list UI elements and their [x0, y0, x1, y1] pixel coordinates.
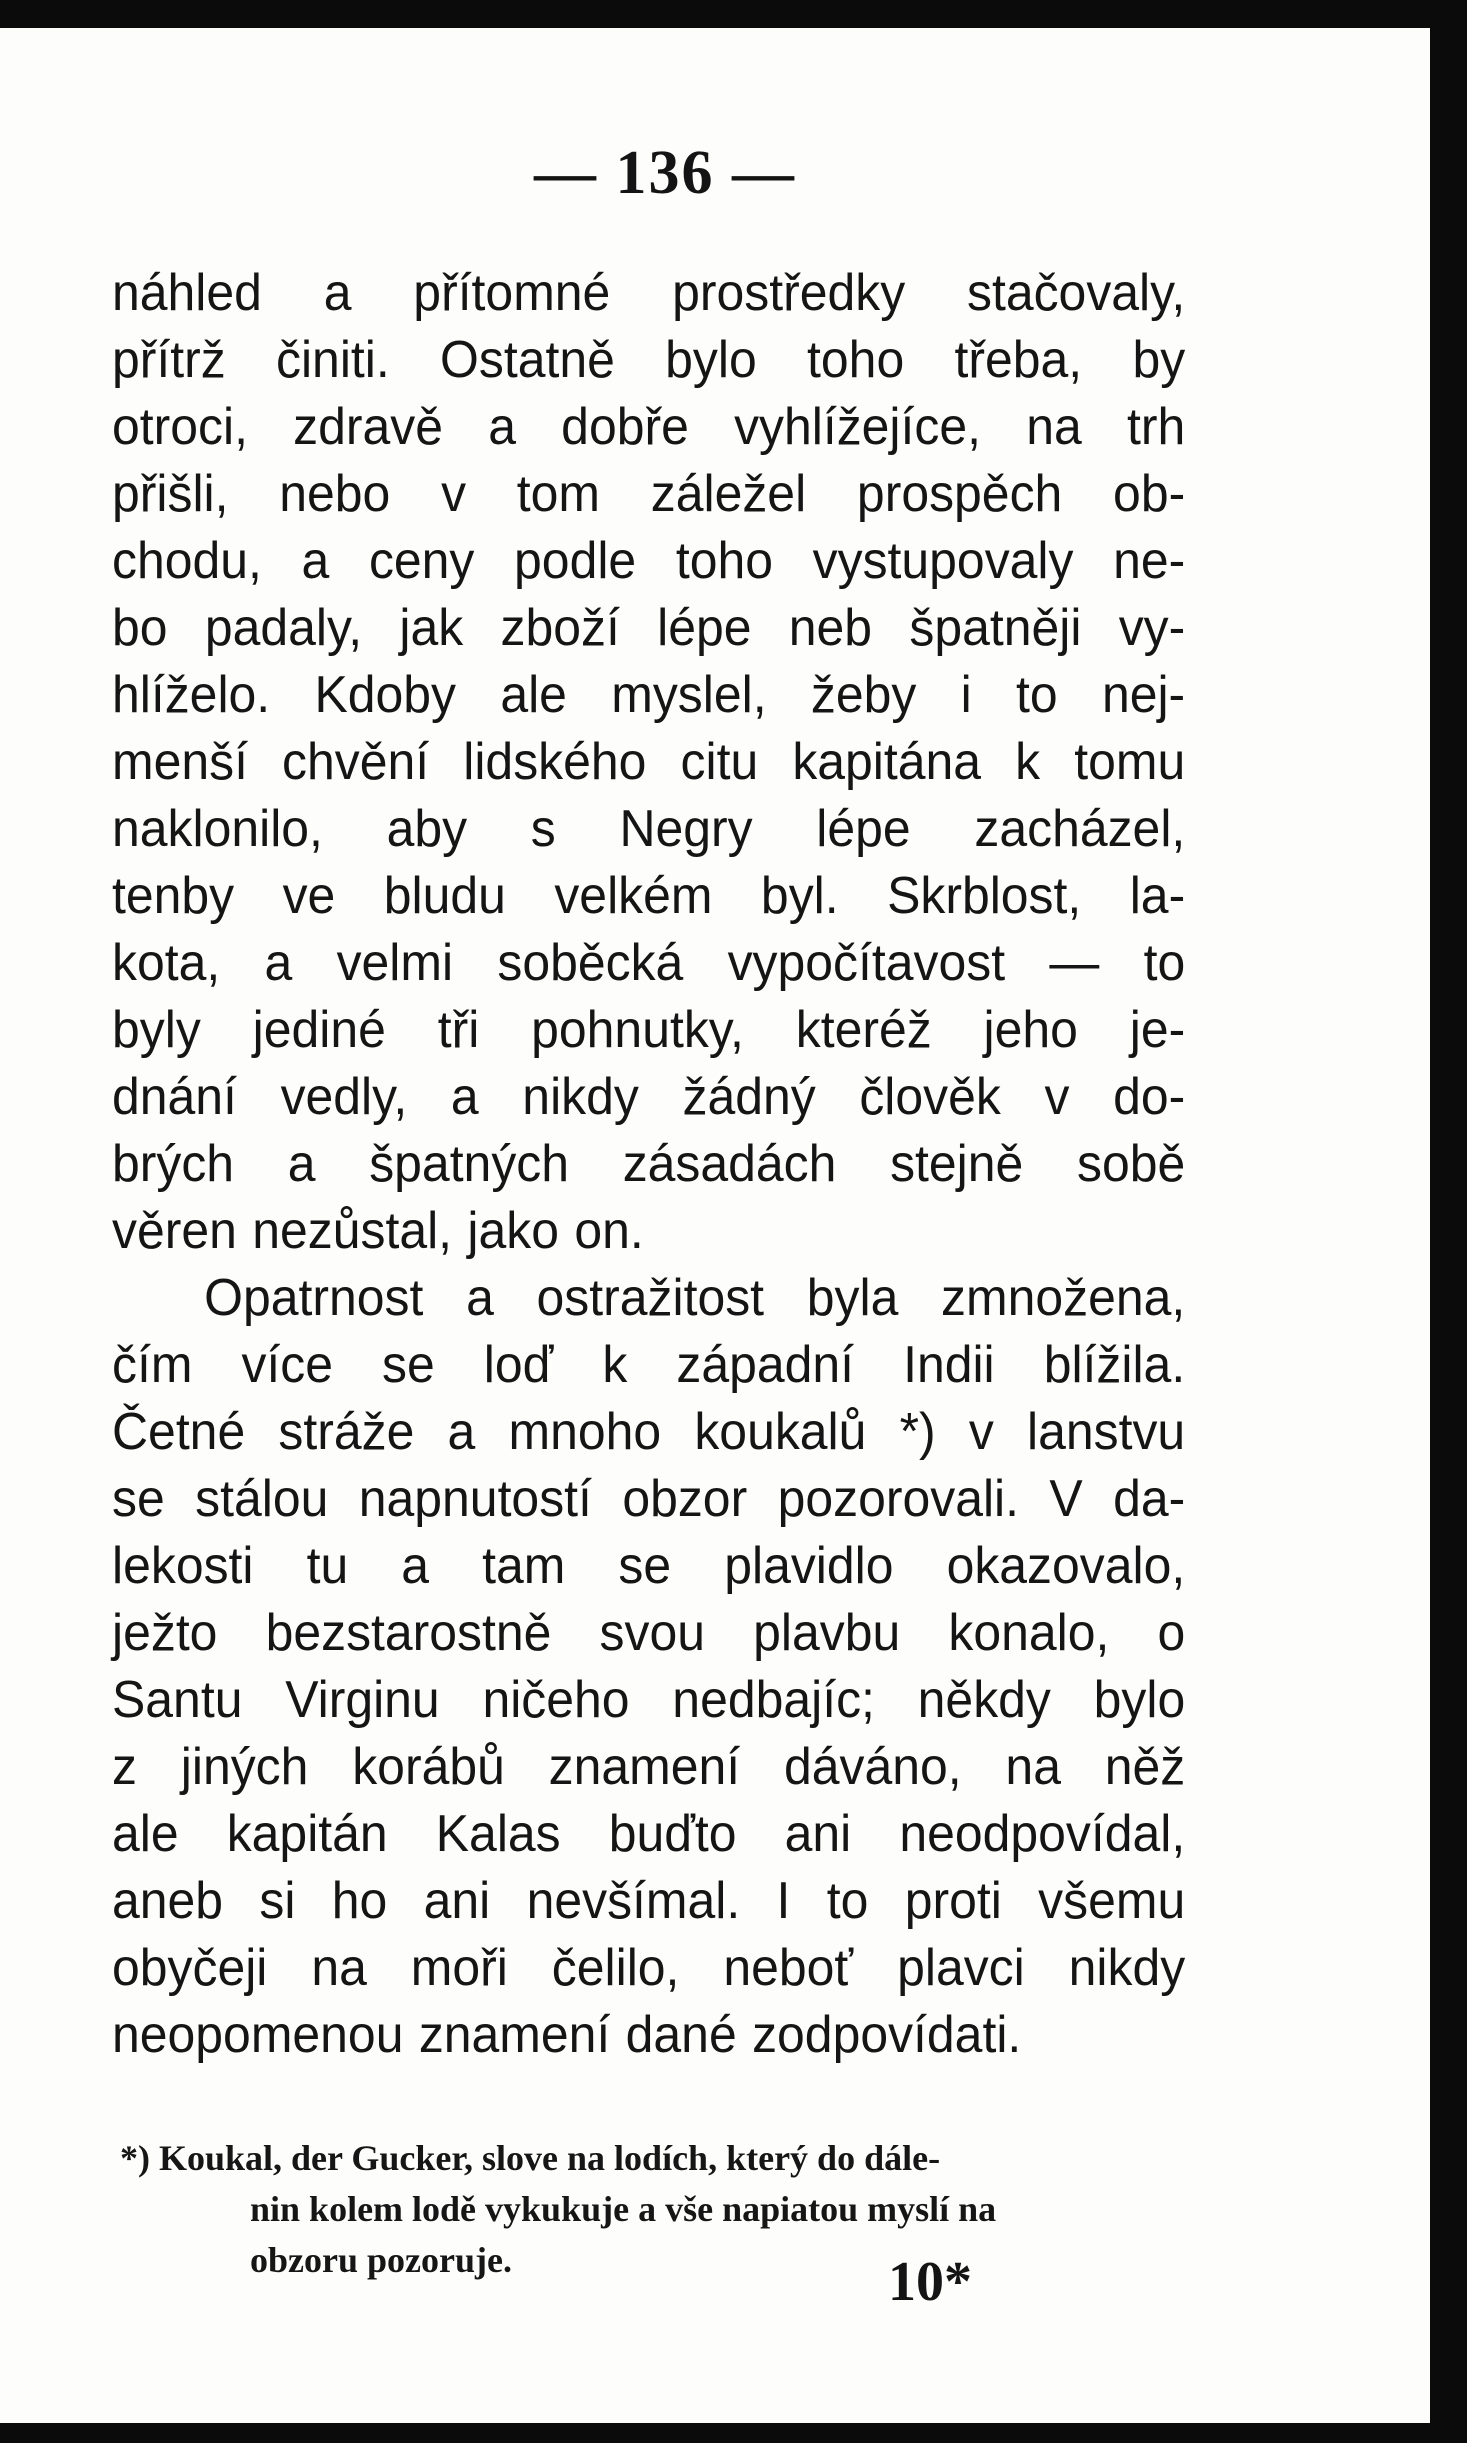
text-line: otroci, zdravě a dobře vyhlížejíce, na trh	[112, 398, 1186, 456]
text-line: menší chvění lidského citu kapitána k tomu	[112, 733, 1186, 791]
text-line: Četné stráže a mnoho koukalů *) v lanstvu	[112, 1403, 1186, 1461]
text-line: hlíželo. Kdoby ale myslel, žeby i to nej-	[112, 666, 1186, 724]
page-number: — 136 —	[534, 139, 796, 207]
text-line: tenby ve bludu velkém byl. Skrblost, la-	[112, 867, 1186, 925]
footnote-line: *) Koukal, der Gucker, slove na lodích, který do dále-	[120, 2138, 941, 2178]
text-line: ježto bezstarostně svou plavbu konalo, o	[112, 1604, 1186, 1662]
text-line: aneb si ho ani nevšímal. I to proti všemu	[112, 1872, 1186, 1930]
text-line: chodu, a ceny podle toho vystupovaly ne-	[112, 532, 1186, 590]
text-line: naklonilo, aby s Negry lépe zacházel,	[112, 800, 1186, 858]
text-line: přítrž činiti. Ostatně bylo toho třeba, by	[112, 331, 1186, 389]
footnote	[120, 2133, 1240, 2286]
text-line: brých a špatných zásadách stejně sobě	[112, 1135, 1186, 1193]
signature-mark: 10*	[888, 2251, 972, 2313]
text-line: lekosti tu a tam se plavidlo okazovalo,	[112, 1537, 1186, 1595]
footnote-line: nin kolem lodě vykukuje a vše napiatou myslí na	[250, 2189, 997, 2229]
text-line: věren nezůstal, jako on.	[112, 1202, 644, 1260]
text-line: náhled a přítomné prostředky stačovaly,	[112, 264, 1186, 322]
text-line: z jiných korábů znamení dáváno, na něž	[112, 1738, 1186, 1796]
text-line: Santu Virginu ničeho nedbajíc; někdy bylo	[112, 1671, 1186, 1729]
text-line: byly jediné tři pohnutky, kteréž jeho je-	[112, 1001, 1186, 1059]
footnote-line: obzoru pozoruje.	[250, 2240, 512, 2280]
text-line: se stálou napnutostí obzor pozorovali. V da-	[112, 1470, 1186, 1528]
text-line: obyčeji na moři čelilo, neboť plavci nikdy	[112, 1939, 1186, 1997]
text-line: neopomenou znamení dané zodpovídati.	[112, 2006, 1022, 2064]
text-line: kota, a velmi soběcká vypočítavost — to	[112, 934, 1186, 992]
text-line: čím více se loď k západní Indii blížila.	[112, 1336, 1186, 1394]
text-line: ale kapitán Kalas buďto ani neodpovídal,	[112, 1805, 1186, 1863]
text-line: dnání vedly, a nikdy žádný člověk v do-	[112, 1068, 1186, 1126]
body-text	[112, 260, 1185, 2069]
book-page	[0, 28, 1430, 2423]
text-line: bo padaly, jak zboží lépe neb špatněji vy-	[112, 599, 1186, 657]
text-line: přišli, nebo v tom záležel prospěch ob-	[112, 465, 1186, 523]
text-line: Opatrnost a ostražitost byla zmnožena,	[204, 1269, 1186, 1327]
